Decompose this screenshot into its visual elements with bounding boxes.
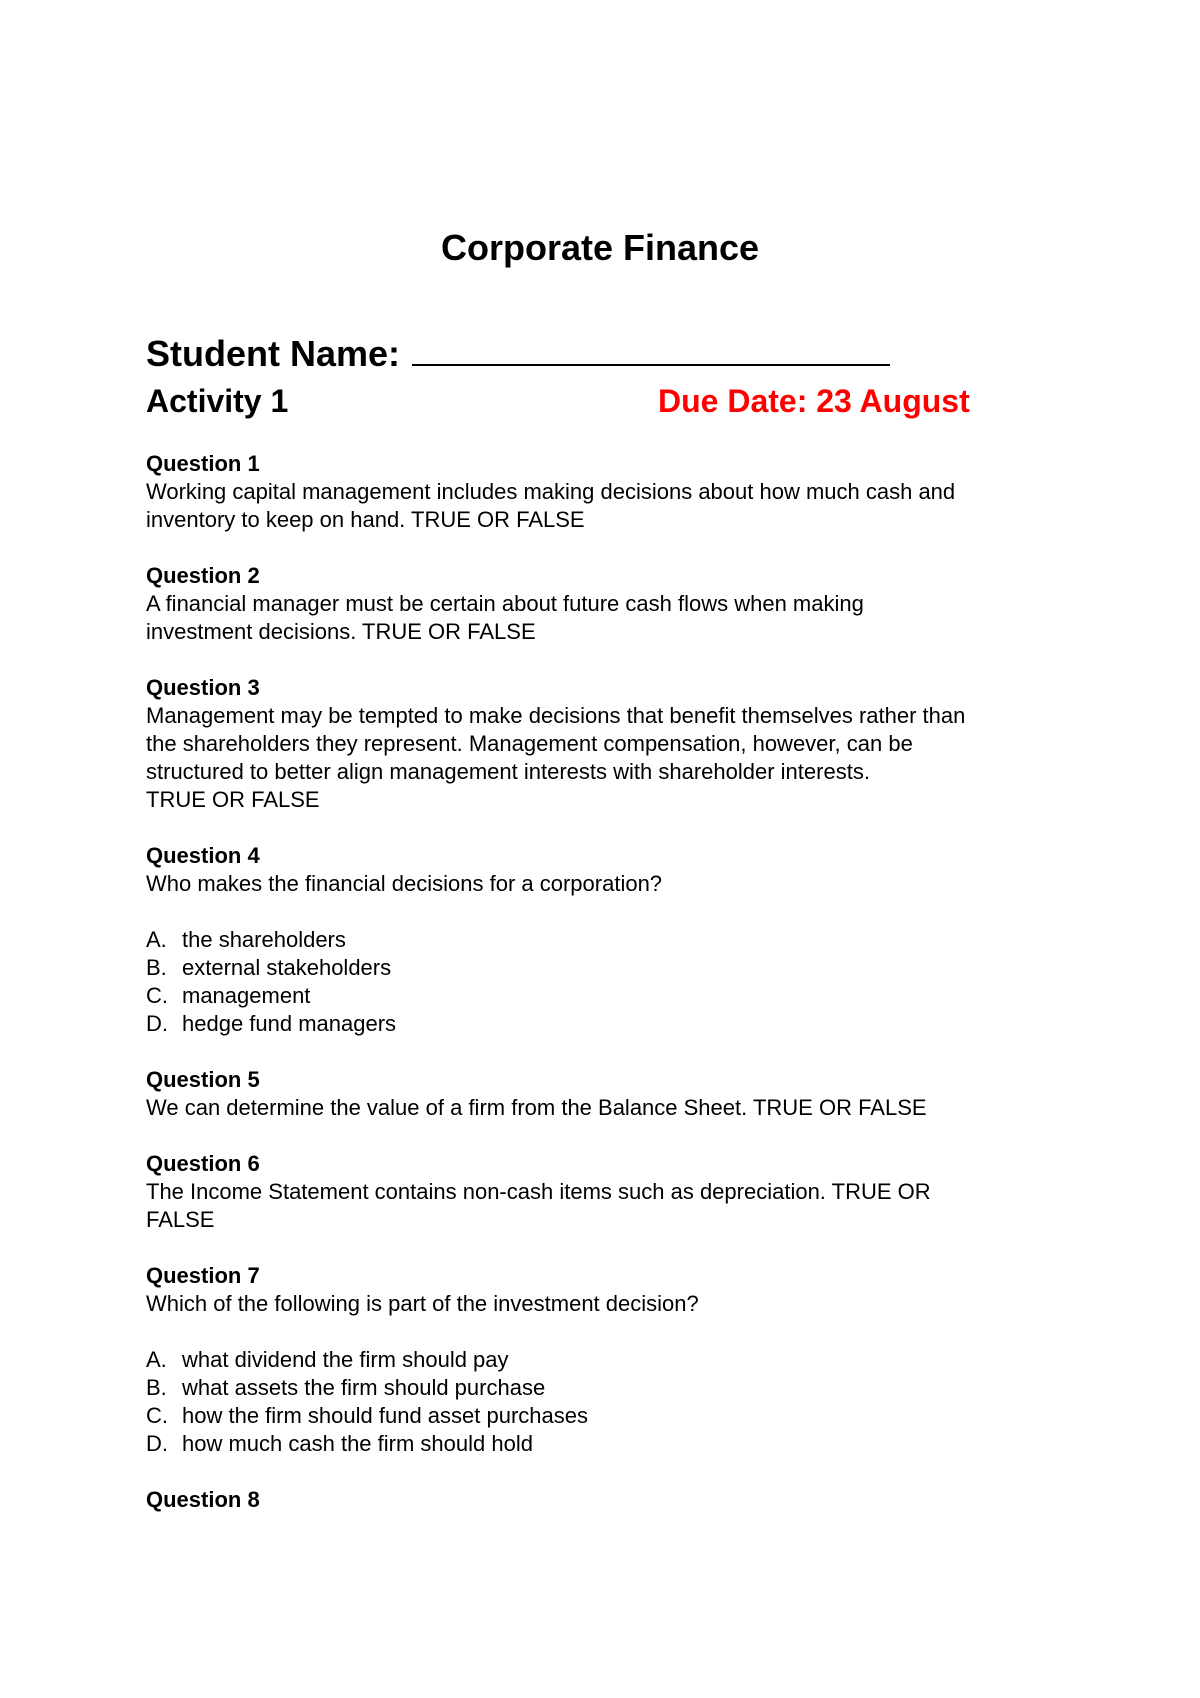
- option-text: management: [182, 983, 311, 1008]
- question-block: [146, 450, 1086, 534]
- answer-option: [146, 1374, 1086, 1402]
- question-block: [146, 1150, 1086, 1234]
- answer-options: [146, 926, 1086, 1038]
- answer-option: [146, 954, 1086, 982]
- question-title: Question 7: [146, 1263, 260, 1288]
- option-letter: A.: [146, 927, 167, 952]
- question-title: Question 3: [146, 675, 260, 700]
- question-list: [146, 450, 1086, 1542]
- question-block: [146, 1066, 1086, 1122]
- answer-option: [146, 1346, 1086, 1374]
- option-letter: C.: [146, 1403, 168, 1428]
- question-text: Working capital management includes making decisions about how much cash and inventory to keep on hand. TRUE OR FALSE: [146, 479, 956, 532]
- question-title: Question 5: [146, 1067, 260, 1092]
- question-text: Management may be tempted to make decisions that benefit themselves rather than the shareholders they represent. Management compensation, however, can be structured to better align management interests with shareholder interests. TRUE OR FALSE: [146, 703, 966, 812]
- question-text: Who makes the financial decisions for a corporation?: [146, 871, 663, 896]
- option-letter: B.: [146, 1375, 167, 1400]
- due-date: Due Date: 23 August: [658, 383, 970, 419]
- student-name-row: [146, 332, 890, 376]
- answer-options: [146, 1346, 1086, 1458]
- question-block: [146, 562, 1086, 646]
- question-title: Question 4: [146, 843, 260, 868]
- answer-option: [146, 926, 1086, 954]
- option-text: what assets the firm should purchase: [182, 1375, 546, 1400]
- answer-option: [146, 1402, 1086, 1430]
- student-name-label: Student Name:: [146, 333, 401, 374]
- option-text: how the firm should fund asset purchases: [182, 1403, 589, 1428]
- question-block: [146, 1262, 1086, 1458]
- question-block: [146, 1486, 1086, 1514]
- option-text: how much cash the firm should hold: [182, 1431, 533, 1456]
- option-text: hedge fund managers: [182, 1011, 397, 1036]
- document-title: Corporate Finance: [440, 227, 760, 268]
- question-text: A financial manager must be certain about future cash flows when making investment decisions. TRUE OR FALSE: [146, 591, 864, 644]
- question-block: [146, 674, 1086, 814]
- answer-option: [146, 1010, 1086, 1038]
- option-letter: D.: [146, 1431, 168, 1456]
- answer-option: [146, 982, 1086, 1010]
- question-text: Which of the following is part of the investment decision?: [146, 1291, 699, 1316]
- student-name-blank: [412, 334, 890, 366]
- option-letter: D.: [146, 1011, 168, 1036]
- question-title: Question 2: [146, 563, 260, 588]
- question-text: The Income Statement contains non-cash items such as depreciation. TRUE OR FALSE: [146, 1179, 931, 1232]
- option-letter: A.: [146, 1347, 167, 1372]
- question-block: [146, 842, 1086, 1038]
- question-text: We can determine the value of a firm from the Balance Sheet. TRUE OR FALSE: [146, 1095, 927, 1120]
- option-text: external stakeholders: [182, 955, 392, 980]
- question-title: Question 1: [146, 451, 260, 476]
- option-text: the shareholders: [182, 927, 346, 952]
- question-title: Question 6: [146, 1151, 260, 1176]
- option-letter: C.: [146, 983, 168, 1008]
- question-title: Question 8: [146, 1487, 260, 1512]
- option-text: what dividend the firm should pay: [182, 1347, 509, 1372]
- answer-option: [146, 1430, 1086, 1458]
- option-letter: B.: [146, 955, 167, 980]
- activity-label: Activity 1: [146, 383, 289, 419]
